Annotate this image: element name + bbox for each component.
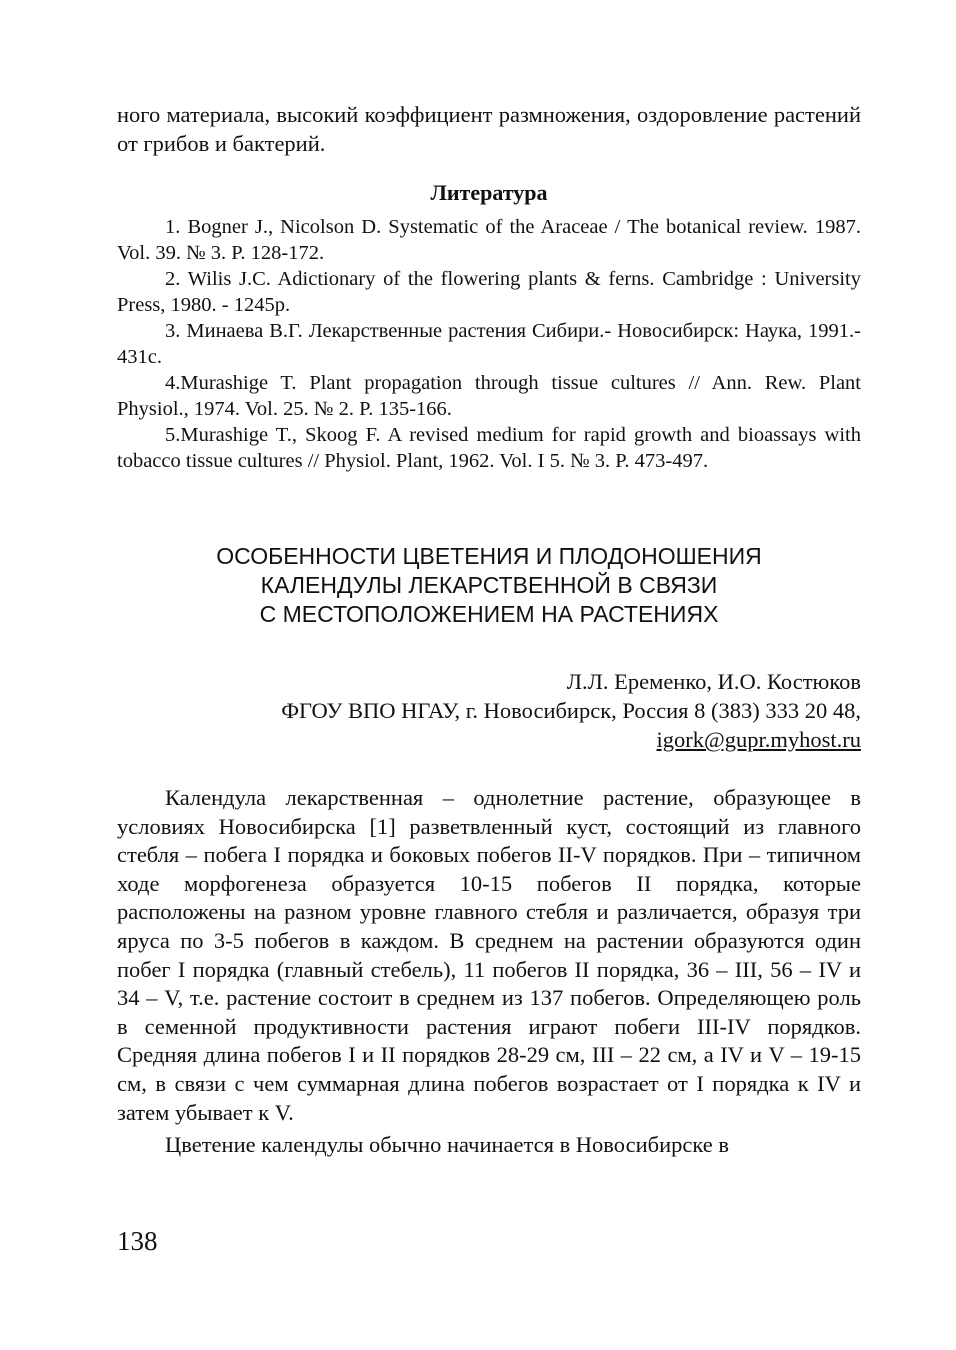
affiliation: ФГОУ ВПО НГАУ, г. Новосибирск, Россия 8 (383) 333 20 48,: [281, 698, 861, 723]
article-title-line: ОСОБЕННОСТИ ЦВЕТЕНИЯ И ПЛОДОНОШЕНИЯ: [216, 543, 762, 569]
references-heading: Литература: [430, 180, 548, 205]
author-block: [117, 667, 861, 754]
references-list: [117, 214, 861, 474]
article-title: [117, 542, 861, 629]
page-content: [117, 100, 861, 1160]
author-email[interactable]: igork@gupr.myhost.ru: [656, 727, 861, 752]
page-number: 138: [117, 1226, 158, 1256]
intro-fragment: ного материала, высокий коэффициент размножения, оздоровление растений от грибов и бактерий.: [117, 102, 861, 156]
authors: Л.Л. Еременко, И.О. Костюков: [566, 669, 861, 694]
body-paragraph: Календула лекарственная – однолетние растение, образующее в условиях Новосибирска [1] разветвленный куст, состоящий из главного стебля – побега I порядка и боковых побегов II-V порядков. При – типичном ходе морфогенеза образуется 10-15 побегов II порядка, которые расположены на разном уровне главного стебля и различается, образуя три яруса по 3-5 побегов в каждом. В среднем на растении образуются один побег I порядка (главный стебель), 11 побегов II порядка, 36 – III, 56 – IV и 34 – V, т.е. растение состоит в среднем из 137 побегов. Определяющею роль в семенной продуктивности растения играют побеги III-IV порядков. Средняя длина побегов I и II порядков 28-29 см, III – 22 см, а IV и V – 19-15 см, в связи с чем суммарная длина побегов возрастает от I порядка к IV и затем убывает к V.: [117, 785, 861, 1125]
reference-item: 2. Wilis J.C. Adictionary of the flowering plants & ferns. Cambridge : University Press, 1980. - 1245p.: [117, 268, 861, 316]
article-title-line: С МЕСТОПОЛОЖЕНИЕМ НА РАСТЕНИЯХ: [259, 601, 719, 627]
body-paragraph: Цветение календулы обычно начинается в Новосибирске в: [165, 1132, 729, 1158]
reference-item: 1. Bogner J., Nicolson D. Systematic of the Araceae / The botanical review. 1987. Vol. 39. № 3. P. 128-172.: [117, 216, 861, 264]
reference-item: 4.Murashige T. Plant propagation through tissue cultures // Ann. Rew. Plant Physiol., 1974. Vol. 25. № 2. P. 135-166.: [117, 372, 861, 420]
reference-item: 5.Murashige T., Skoog F. A revised medium for rapid growth and bioassays with tobacco tissue cultures // Physiol. Plant, 1962. Vol. I 5. № 3. P. 473-497.: [117, 424, 861, 472]
article-body: [117, 784, 861, 1160]
reference-item: 3. Минаева В.Г. Лекарственные растения Сибири.- Новосибирск: Наука, 1991.- 431с.: [117, 320, 861, 368]
article-title-line: КАЛЕНДУЛЫ ЛЕКАРСТВЕННОЙ В СВЯЗИ: [260, 572, 718, 598]
